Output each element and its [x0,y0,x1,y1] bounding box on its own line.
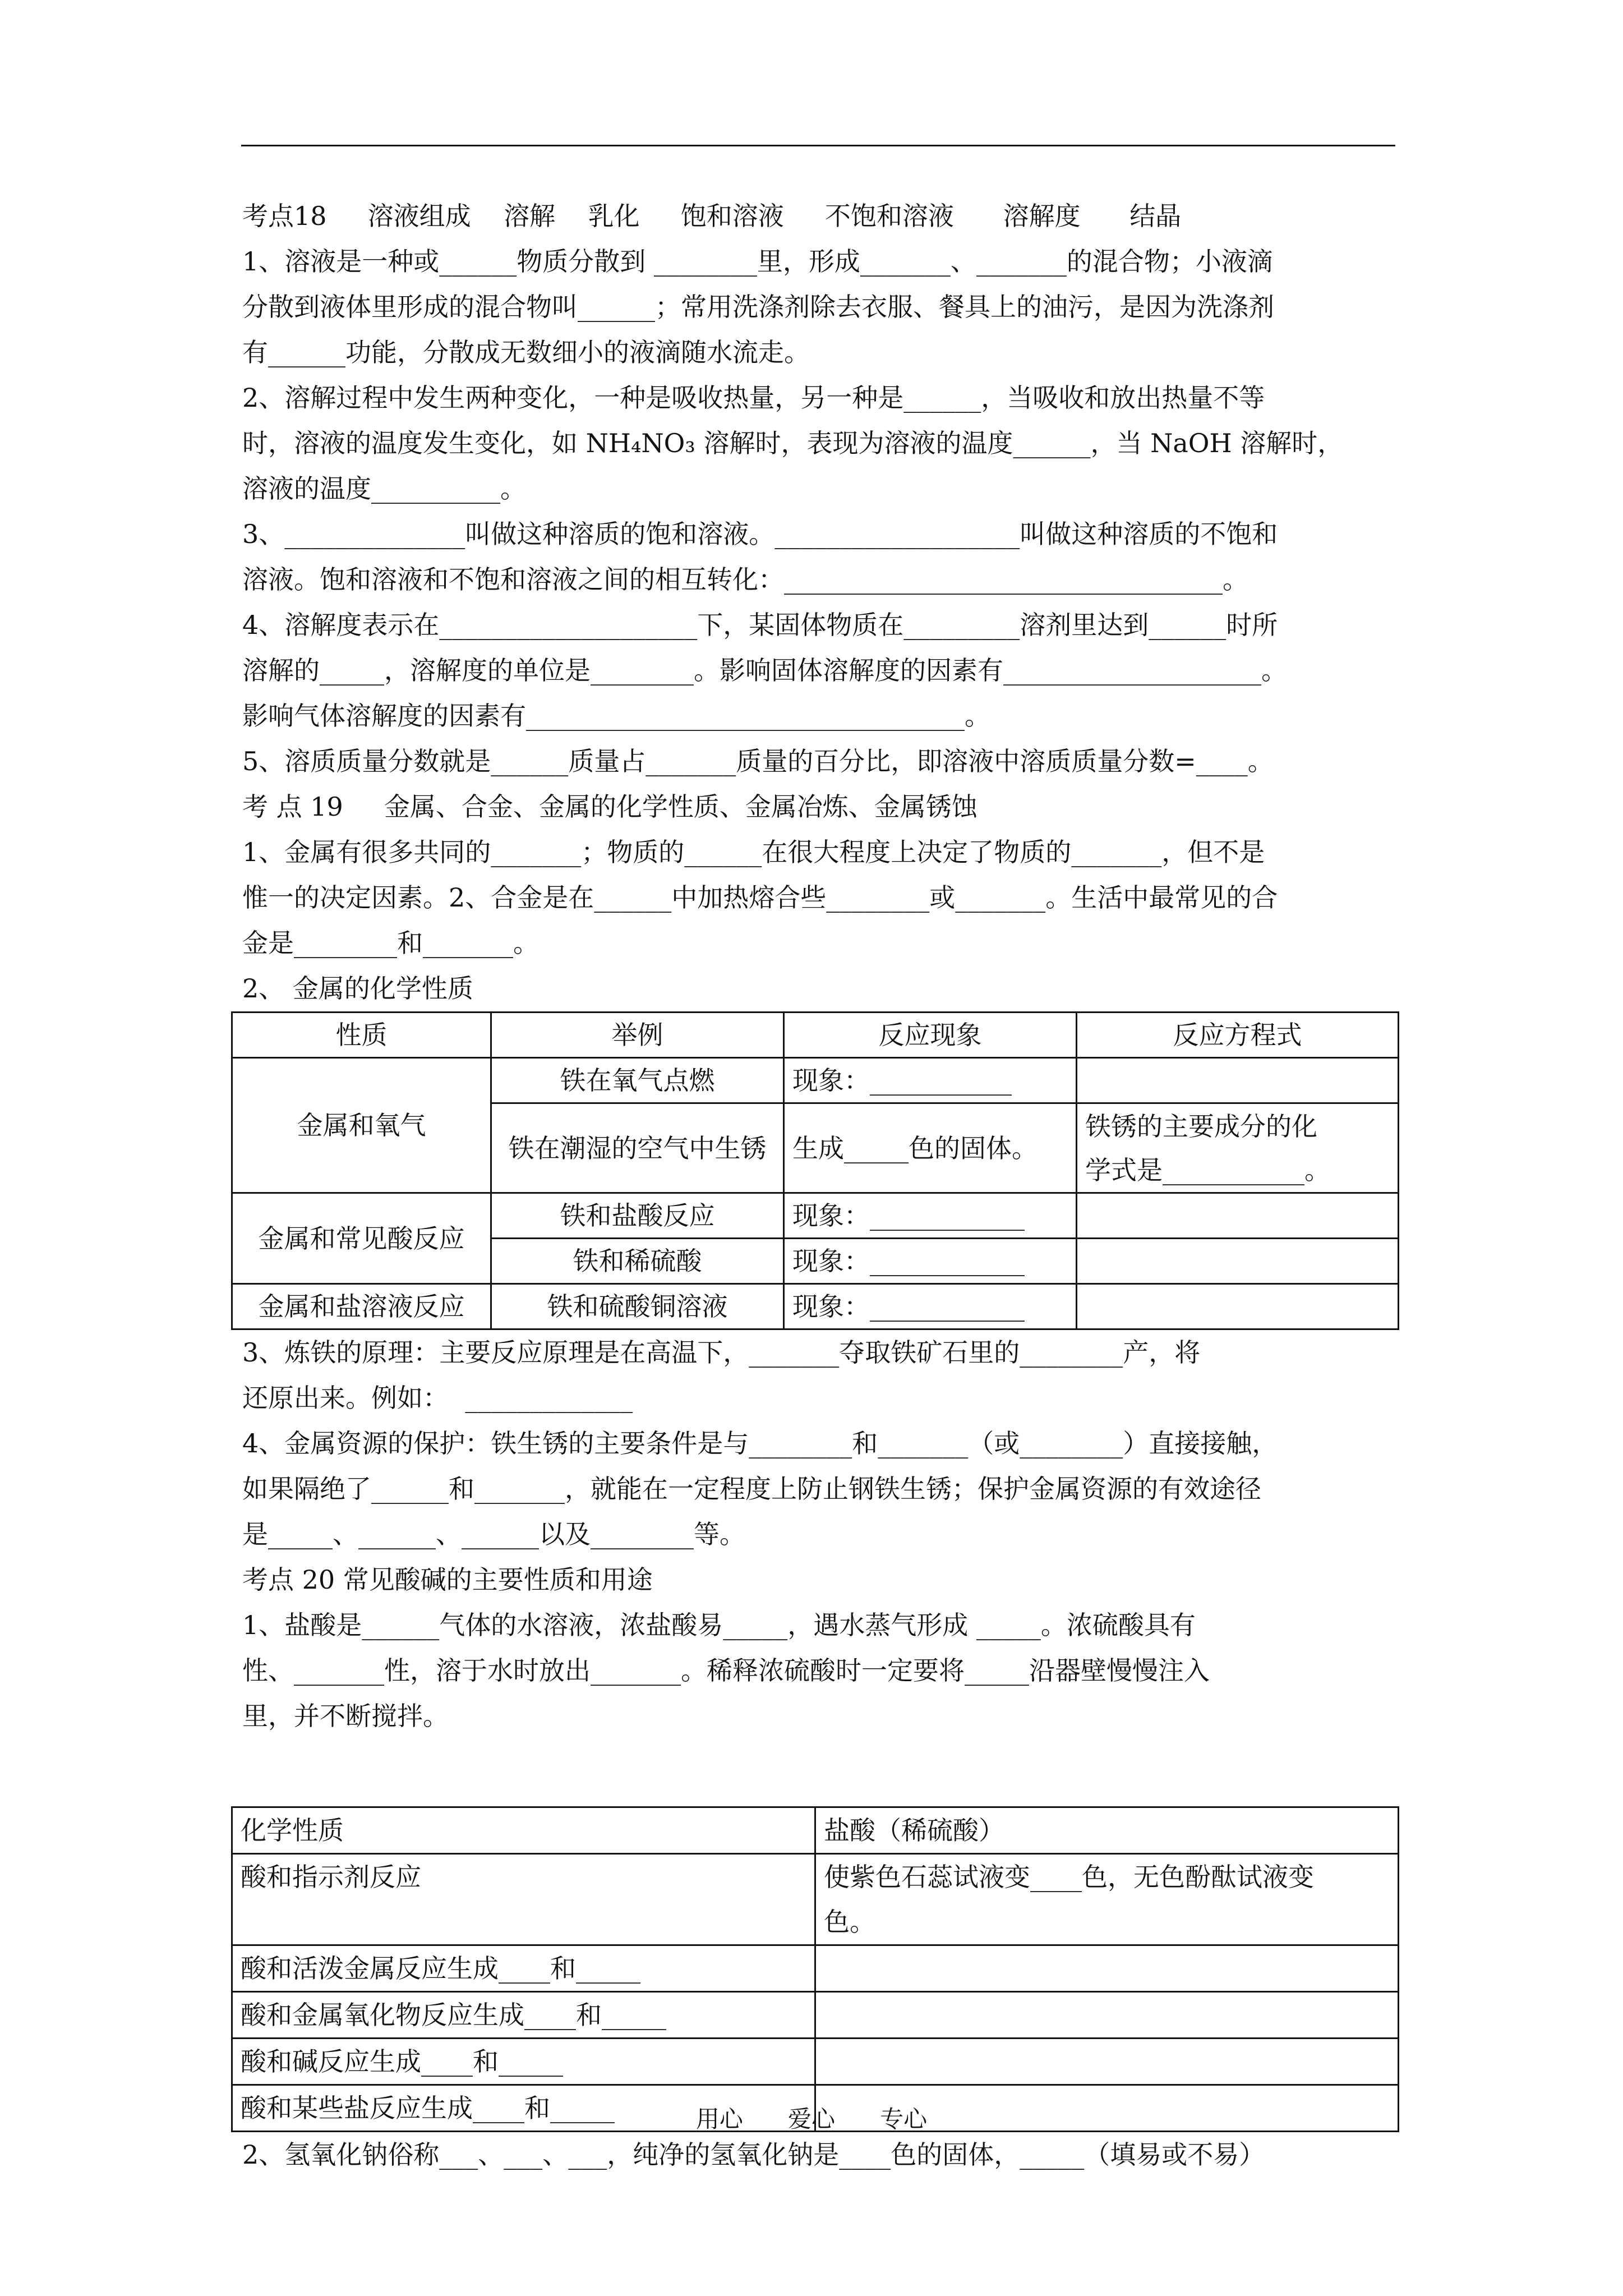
table-cell [815,2039,1399,2085]
table-cell: 铁和盐酸反应 [491,1193,784,1239]
table-row [232,2039,1399,2085]
text-line: 4、金属资源的保护：铁生锈的主要条件是与________和_______（或________）直接接触， [242,1428,1278,1458]
text-line: 1、金属有很多共同的_______；物质的______在很大程度上决定了物质的_______，但不是 [242,837,1265,867]
text-line: 里，并不断搅拌。 [242,1701,449,1731]
table-cell [1077,1058,1399,1103]
text-line: 影响气体溶解度的因素有__________________________________。 [242,701,990,731]
text-line: 如果隔绝了______和_______，就能在一定程度上防止钢铁生锈；保护金属资源的有效途径 [242,1474,1261,1504]
table-cell: 现象：____________ [784,1239,1077,1284]
table-header-cell: 反应方程式 [1077,1013,1399,1058]
table-row [232,1284,1399,1329]
cell-line: 学式是___________。 [1085,1154,1330,1185]
section-20-title: 考点 20 常见酸碱的主要性质和用途 [242,1565,653,1595]
text-line: 2、溶解过程中发生两种变化，一种是吸收热量，另一种是______，当吸收和放出热量不等 [242,383,1265,413]
page-footer: 用心 爱心 专心 [695,2105,928,2133]
table-cell: 金属和常见酸反应 [232,1193,491,1284]
text-line: 性、_______性，溶于水时放出_______。稀释浓硫酸时一定要将_____沿器壁慢慢注入 [242,1655,1210,1686]
cell-line: 使紫色石蕊试液变____色，无色酚酞试液变 [824,1862,1314,1892]
table-cell: 生成_____色的固体。 [784,1103,1077,1193]
table-row [232,1193,1399,1239]
table-cell [815,1945,1399,1992]
table-cell: 酸和指示剂反应 [232,1854,815,1945]
text-line: 4、溶解度表示在____________________下，某固体物质在_________溶剂里达到______时所 [242,610,1278,640]
table-cell: 酸和金属氧化物反应生成____和_____ [232,1992,815,2039]
text-line: 2、 金属的化学性质 [242,973,473,1004]
table-cell: 金属和盐溶液反应 [232,1284,491,1329]
text-line: 溶解的_____，溶解度的单位是________。影响固体溶解度的因素有____________________。 [242,655,1287,685]
table-cell: 铁在氧气点燃 [491,1058,784,1103]
text-line: 有______功能，分散成无数细小的液滴随水流走。 [242,337,810,367]
table-header-row [232,1807,1399,1854]
table-cell: 现象：____________ [784,1193,1077,1239]
table-cell [1077,1284,1399,1329]
text-line: 2、氢氧化钠俗称___、___、___，纯净的氢氧化钠是____色的固体，_____（填易或不易） [242,2139,1265,2170]
text-line: 惟一的决定因素。2、合金是在______中加热熔合些________或_______。生活中最常见的合 [242,882,1278,913]
acid-properties-table [231,1806,1399,2132]
table-row [232,1945,1399,1992]
table-cell [1077,1239,1399,1284]
text-line: 金是________和_______。 [242,928,539,958]
table-cell: 现象：____________ [784,1284,1077,1329]
table-header-cell: 盐酸（稀硫酸） [815,1807,1399,1854]
section-19-title: 考 点 19 金属、合金、金属的化学性质、金属冶炼、金属锈蚀 [242,792,978,822]
text-line: 1、盐酸是______气体的水溶液，浓盐酸易_____，遇水蒸气形成 _____。浓硫酸具有 [242,1610,1196,1640]
text-line: 5、溶质质量分数就是______质量占_______质量的百分比，即溶液中溶质质量分数=____。 [242,746,1274,776]
table-cell: 酸和某些盐反应生成____和_____ [232,2085,815,2132]
text-line: 3、炼铁的原理：主要反应原理是在高温下，_______夺取铁矿石里的________产，将 [242,1337,1201,1368]
table-cell: 酸和碱反应生成____和_____ [232,2039,815,2085]
text-line: 是_____、______、______以及________等。 [242,1519,745,1549]
table-row [232,1854,1399,1945]
section-18-title: 考点18 溶液组成 溶解 乳化 饱和溶液 不饱和溶液 溶解度 结晶 [242,201,1182,231]
table-cell: 铁和稀硫酸 [491,1239,784,1284]
table-cell [815,1854,1399,1945]
cell-line: 铁锈的主要成分的化 [1085,1111,1317,1142]
table-row [232,1058,1399,1103]
text-line: 分散到液体里形成的混合物叫______；常用洗涤剂除去衣服、餐具上的油污，是因为洗涤剂 [242,292,1274,322]
table-row [232,1992,1399,2039]
text-line: 3、______________叫做这种溶质的饱和溶液。___________________叫做这种溶质的不饱和 [242,519,1278,549]
table-header-cell: 反应现象 [784,1013,1077,1058]
text-line: 1、溶液是一种或______物质分散到 ________里，形成_______、_______的混合物；小液滴 [242,246,1273,277]
text-line: 时，溶液的温度发生变化，如 NH₄NO₃ 溶解时，表现为溶液的温度______，当 NaOH 溶解时， [242,428,1344,458]
cell-line: 色。 [824,1907,875,1937]
table-header-cell: 性质 [232,1013,491,1058]
header-rule [241,145,1395,146]
table-cell: 酸和活泼金属反应生成____和_____ [232,1945,815,1992]
worksheet-content [242,194,1398,2178]
table-cell [1077,1193,1399,1239]
table-header-cell: 化学性质 [232,1807,815,1854]
table-cell [815,1992,1399,2039]
table-cell: 现象：___________ [784,1058,1077,1103]
metal-properties-table [231,1011,1399,1330]
table-header-cell: 举例 [491,1013,784,1058]
text-line: 溶液。饱和溶液和不饱和溶液之间的相互转化：__________________________________。 [242,564,1248,595]
table-header-row [232,1013,1399,1058]
table-cell [1077,1103,1399,1193]
spacer [242,1739,1398,1806]
table-cell: 金属和氧气 [232,1058,491,1193]
table-cell: 铁和硫酸铜溶液 [491,1284,784,1329]
text-line: 还原出来。例如： _____________ [242,1383,633,1413]
table-cell: 铁在潮湿的空气中生锈 [491,1103,784,1193]
text-line: 溶液的温度__________。 [242,473,526,504]
